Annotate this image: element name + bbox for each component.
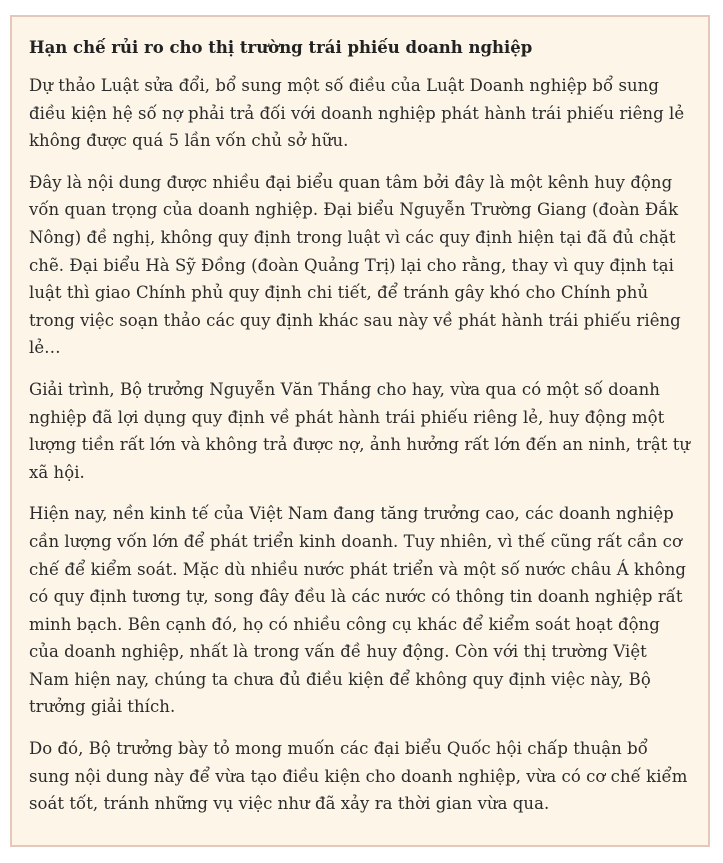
box-title: Hạn chế rủi ro cho thị trường trái phiếu doanh nghiệp <box>29 38 533 57</box>
paragraph-5: Do đó, Bộ trưởng bày tỏ mong muốn các đại biểu Quốc hội chấp thuận bổ sung nội dung này để vừa tạo điều kiện cho doanh nghiệp, vừa có cơ chế kiểm soát tốt, tránh những vụ việc như đã xảy ra thời gian vừa qua. <box>29 739 688 814</box>
paragraph-3: Giải trình, Bộ trưởng Nguyễn Văn Thắng cho hay, vừa qua có một số doanh nghiệp đã lợi dụng quy định về phát hành trái phiếu riêng lẻ, huy động một lượng tiền rất lớn và không trả được nợ, ảnh hưởng rất lớn đến an ninh, trật tự xã hội. <box>29 379 691 482</box>
article-box <box>10 15 710 847</box>
paragraph-4: Hiện nay, nền kinh tế của Việt Nam đang tăng trưởng cao, các doanh nghiệp cần lượng vốn lớn để phát triển kinh doanh. Tuy nhiên, vì thế cũng rất cần cơ chế để kiểm soát. Mặc dù nhiều nước phát triển và một số nước châu Á không có quy định tương tự, song đây đều là các nước có thông tin doanh nghiệp rất minh bạch. Bên cạnh đó, họ có nhiều công cụ khác để kiểm soát hoạt động của doanh nghiệp, nhất là trong vấn đề huy động. Còn với thị trường Việt Nam hiện nay, chúng ta chưa đủ điều kiện để không quy định việc này, Bộ trưởng giải thích. <box>29 504 687 717</box>
paragraph-2: Đây là nội dung được nhiều đại biểu quan tâm bởi đây là một kênh huy động vốn quan trọng của doanh nghiệp. Đại biểu Nguyễn Trường Giang (đoàn Đắk Nông) đề nghị, không quy định trong luật vì các quy định hiện tại đã đủ chặt chẽ. Đại biểu Hà Sỹ Đồng (đoàn Quảng Trị) lại cho rằng, thay vì quy định tại luật thì giao Chính phủ quy định chi tiết, để tránh gây khó cho Chính phủ trong việc soạn thảo các quy định khác sau này về phát hành trái phiếu riêng lẻ… <box>29 172 681 358</box>
paragraph-1: Dự thảo Luật sửa đổi, bổ sung một số điều của Luật Doanh nghiệp bổ sung điều kiện hệ số nợ phải trả đối với doanh nghiệp phát hành trái phiếu riêng lẻ không được quá 5 lần vốn chủ sở hữu. <box>29 76 685 151</box>
